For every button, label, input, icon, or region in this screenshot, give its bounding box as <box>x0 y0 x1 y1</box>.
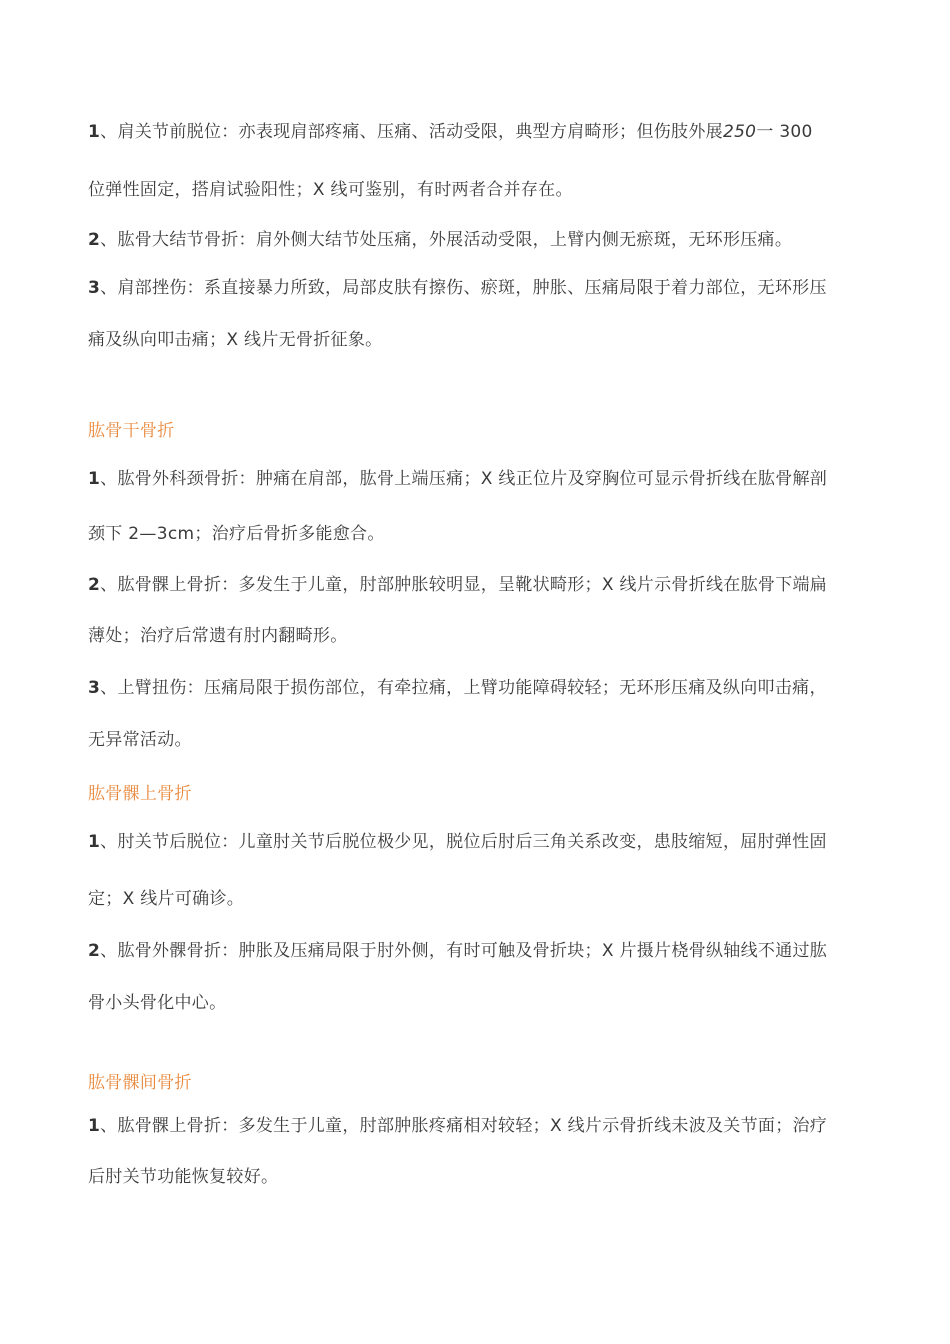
item-text: 、肱骨大结节骨折：肩外侧大结节处压痛，外展活动受限，上臂内侧无瘀斑，无环形压痛。 <box>100 230 793 250</box>
paragraph-line <box>88 1113 908 1139</box>
section-heading: 肱骨髁上骨折 <box>88 784 192 804</box>
item-number: 1 <box>88 832 101 852</box>
item-number: 1 <box>88 122 101 142</box>
paragraph-line <box>88 177 908 203</box>
item-text: 无异常活动。 <box>88 730 192 750</box>
item-text: 、肱骨外髁骨折：肿胀及压痛局限于肘外侧，有时可触及骨折块；X 片摄片桡骨纵轴线不通过肱 <box>100 941 828 961</box>
item-text: 痛及纵向叩击痛；X 线片无骨折征象。 <box>88 330 383 350</box>
item-number: 3 <box>88 278 101 298</box>
item-number: 2 <box>88 230 101 250</box>
paragraph-line <box>88 623 908 649</box>
item-text-italic: 250 <box>722 122 757 142</box>
paragraph-line <box>88 119 908 145</box>
item-text: 、肱骨髁上骨折：多发生于儿童，肘部肿胀较明显，呈靴状畸形；X 线片示骨折线在肱骨下端扁 <box>100 575 828 595</box>
paragraph-line <box>88 1164 908 1190</box>
item-text: 、肱骨外科颈骨折：肿痛在肩部，肱骨上端压痛；X 线正位片及穿胸位可显示骨折线在肱骨解剖 <box>100 469 828 489</box>
paragraph-line <box>88 327 908 353</box>
item-text: 、肱骨髁上骨折：多发生于儿童，肘部肿胀疼痛相对较轻；X 线片示骨折线未波及关节面；治疗 <box>100 1116 828 1136</box>
paragraph-line <box>88 829 908 855</box>
item-number: 1 <box>88 469 101 489</box>
item-text: 位弹性固定，搭肩试验阳性；X 线可鉴别，有时两者合并存在。 <box>88 180 573 200</box>
item-text: 骨小头骨化中心。 <box>88 993 227 1013</box>
item-text: 、上臂扭伤：压痛局限于损伤部位，有牵拉痛，上臂功能障碍较轻；无环形压痛及纵向叩击痛， <box>100 678 827 698</box>
paragraph-line <box>88 886 908 912</box>
paragraph-line <box>88 466 908 492</box>
item-text: 薄处；治疗后常遗有肘内翻畸形。 <box>88 626 348 646</box>
paragraph-line <box>88 938 908 964</box>
paragraph-line <box>88 521 908 547</box>
item-text: 颈下 2—3cm；治疗后骨折多能愈合。 <box>88 524 385 544</box>
paragraph-line <box>88 990 908 1016</box>
item-number: 2 <box>88 575 101 595</box>
item-number: 3 <box>88 678 101 698</box>
paragraph-line <box>88 727 908 753</box>
item-text: 一 300 <box>756 122 813 142</box>
section-heading: 肱骨髁间骨折 <box>88 1073 192 1093</box>
item-text: 、肩部挫伤：系直接暴力所致，局部皮肤有擦伤、瘀斑，肿胀、压痛局限于着力部位，无环形压 <box>100 278 827 298</box>
item-number: 1 <box>88 1116 101 1136</box>
item-text: 、肘关节后脱位：儿童肘关节后脱位极少见，脱位后肘后三角关系改变，患肢缩短，屈肘弹性固 <box>100 832 827 852</box>
item-text: 后肘关节功能恢复较好。 <box>88 1167 279 1187</box>
paragraph-line <box>88 275 908 301</box>
paragraph-line <box>88 227 908 253</box>
item-text: 定；X 线片可确诊。 <box>88 889 245 909</box>
paragraph-line <box>88 675 908 701</box>
item-text: 、肩关节前脱位：亦表现肩部疼痛、压痛、活动受限，典型方肩畸形；但伤肢外展 <box>100 122 723 142</box>
paragraph-line <box>88 572 908 598</box>
item-number: 2 <box>88 941 101 961</box>
section-heading: 肱骨干骨折 <box>88 421 175 441</box>
